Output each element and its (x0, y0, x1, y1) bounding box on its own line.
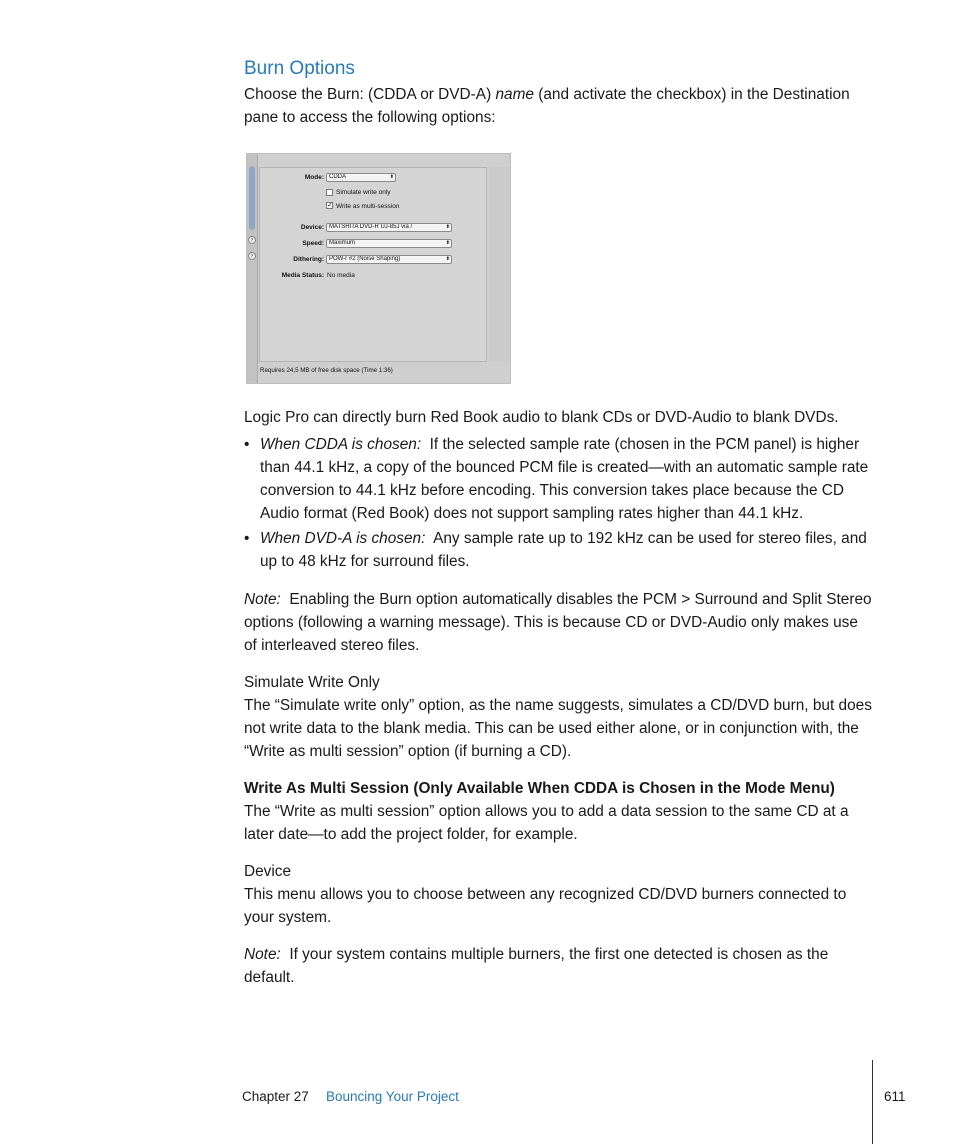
simulate-label: Simulate write only (336, 189, 391, 196)
bullet-lead: When DVD-A is chosen: (260, 530, 426, 547)
footer-chapter-title: Bouncing Your Project (326, 1089, 459, 1104)
mode-popup[interactable] (326, 173, 396, 182)
paragraph-device: This menu allows you to choose between any recognized CD/DVD burners connected to your system. (244, 886, 847, 926)
bullet-lead: When CDDA is chosen: (260, 436, 422, 453)
note-paragraph-2 (244, 943, 874, 989)
subheading-simulate: Simulate Write Only (244, 674, 380, 691)
note-lead: Note: (244, 591, 281, 608)
speed-label: Speed: (302, 240, 324, 247)
intro-italic: name (495, 86, 534, 103)
note-paragraph (244, 588, 874, 657)
media-status-label: Media Status: (281, 272, 324, 279)
mode-label: Mode: (304, 174, 324, 181)
multi-session-label: Write as multi-session (336, 203, 400, 210)
speed-popup[interactable] (326, 239, 452, 248)
intro-text-1: Choose the Burn: (CDDA or DVD-A) (244, 86, 496, 103)
note-text: Enabling the Burn option automatically disables the PCM > Surround and Split Stereo options (following a warning message). This is because CD or DVD-Audio only makes use of interleaved stereo files. (244, 591, 872, 654)
simulate-checkbox[interactable] (326, 189, 333, 196)
paragraph-simulate: The “Simulate write only” option, as the name suggests, simulates a CD/DVD burn, but does not write data to the blank media. This can be used either alone, or in conjunction with, the “Write as multi session” option (if burning a CD). (244, 697, 872, 760)
checkmark-icon: ✓ (327, 202, 333, 209)
burn-options-screenshot (246, 153, 511, 384)
media-status-value: No media (327, 272, 355, 279)
sidebar-strip (247, 154, 258, 383)
list-item (244, 527, 874, 573)
right-strip (489, 167, 510, 362)
mode-value: CDDA (329, 174, 347, 180)
bullet-text: Any sample rate up to 192 kHz can be used for stereo files, and up to 48 kHz for surround files. (260, 530, 867, 570)
intro-text-2: (and activate the checkbox) in the Destination pane to access the following options: (244, 86, 850, 126)
options-pane (259, 167, 487, 362)
subheading-multi-session: Write As Multi Session (Only Available When CDDA is Chosen in the Mode Menu) (244, 780, 835, 797)
section-heading: Burn Options (244, 58, 355, 79)
popup-arrows-icon: ⬍ (389, 174, 394, 180)
scrollbar-thumb (249, 166, 255, 230)
intro-paragraph (244, 83, 874, 129)
multi-session-checkbox[interactable] (326, 202, 333, 209)
paragraph-multi-session: The “Write as multi session” option allows you to add a data session to the same CD at a later date—to add the project folder, for example. (244, 803, 849, 843)
dithering-label: Dithering: (293, 256, 324, 263)
bullet-text: If the selected sample rate (chosen in the PCM panel) is higher than 44.1 kHz, a copy of the bounced PCM file is created—with an automatic sample rate conversion to 44.1 kHz before encoding. This conversion takes place because the CD Audio format (Red Book) does not support sampling rates higher than 44.1 kHz. (260, 436, 869, 522)
popup-arrows-icon: ⬍ (445, 224, 450, 230)
popup-arrows-icon: ⬍ (445, 240, 450, 246)
page-number: 611 (884, 1089, 906, 1104)
speed-value: Maximum (329, 240, 356, 246)
circle-arrow-icon: › (248, 252, 256, 260)
dithering-value: POW-r #2 (Noise Shaping) (329, 256, 401, 262)
list-item (244, 433, 874, 525)
footer-divider (872, 1060, 873, 1144)
subheading-device: Device (244, 863, 292, 880)
device-value: MATSHITA DVD-R UJ-85J via / (329, 224, 413, 230)
note-lead: Note: (244, 946, 281, 963)
popup-arrows-icon: ⬍ (445, 256, 450, 262)
bullet-list (244, 433, 874, 573)
disk-space-note: Requires 24,5 MB of free disk space (Time 1:36) (260, 367, 393, 374)
dithering-popup[interactable] (326, 255, 452, 264)
footer-chapter: Chapter 27 (242, 1089, 309, 1104)
device-popup[interactable] (326, 223, 452, 232)
device-label: Device: (300, 224, 324, 231)
note-text: If your system contains multiple burners, the first one detected is chosen as the default. (244, 946, 829, 986)
paragraph-burn-support: Logic Pro can directly burn Red Book audio to blank CDs or DVD-Audio to blank DVDs. (244, 409, 839, 426)
circle-arrow-icon: › (248, 236, 256, 244)
